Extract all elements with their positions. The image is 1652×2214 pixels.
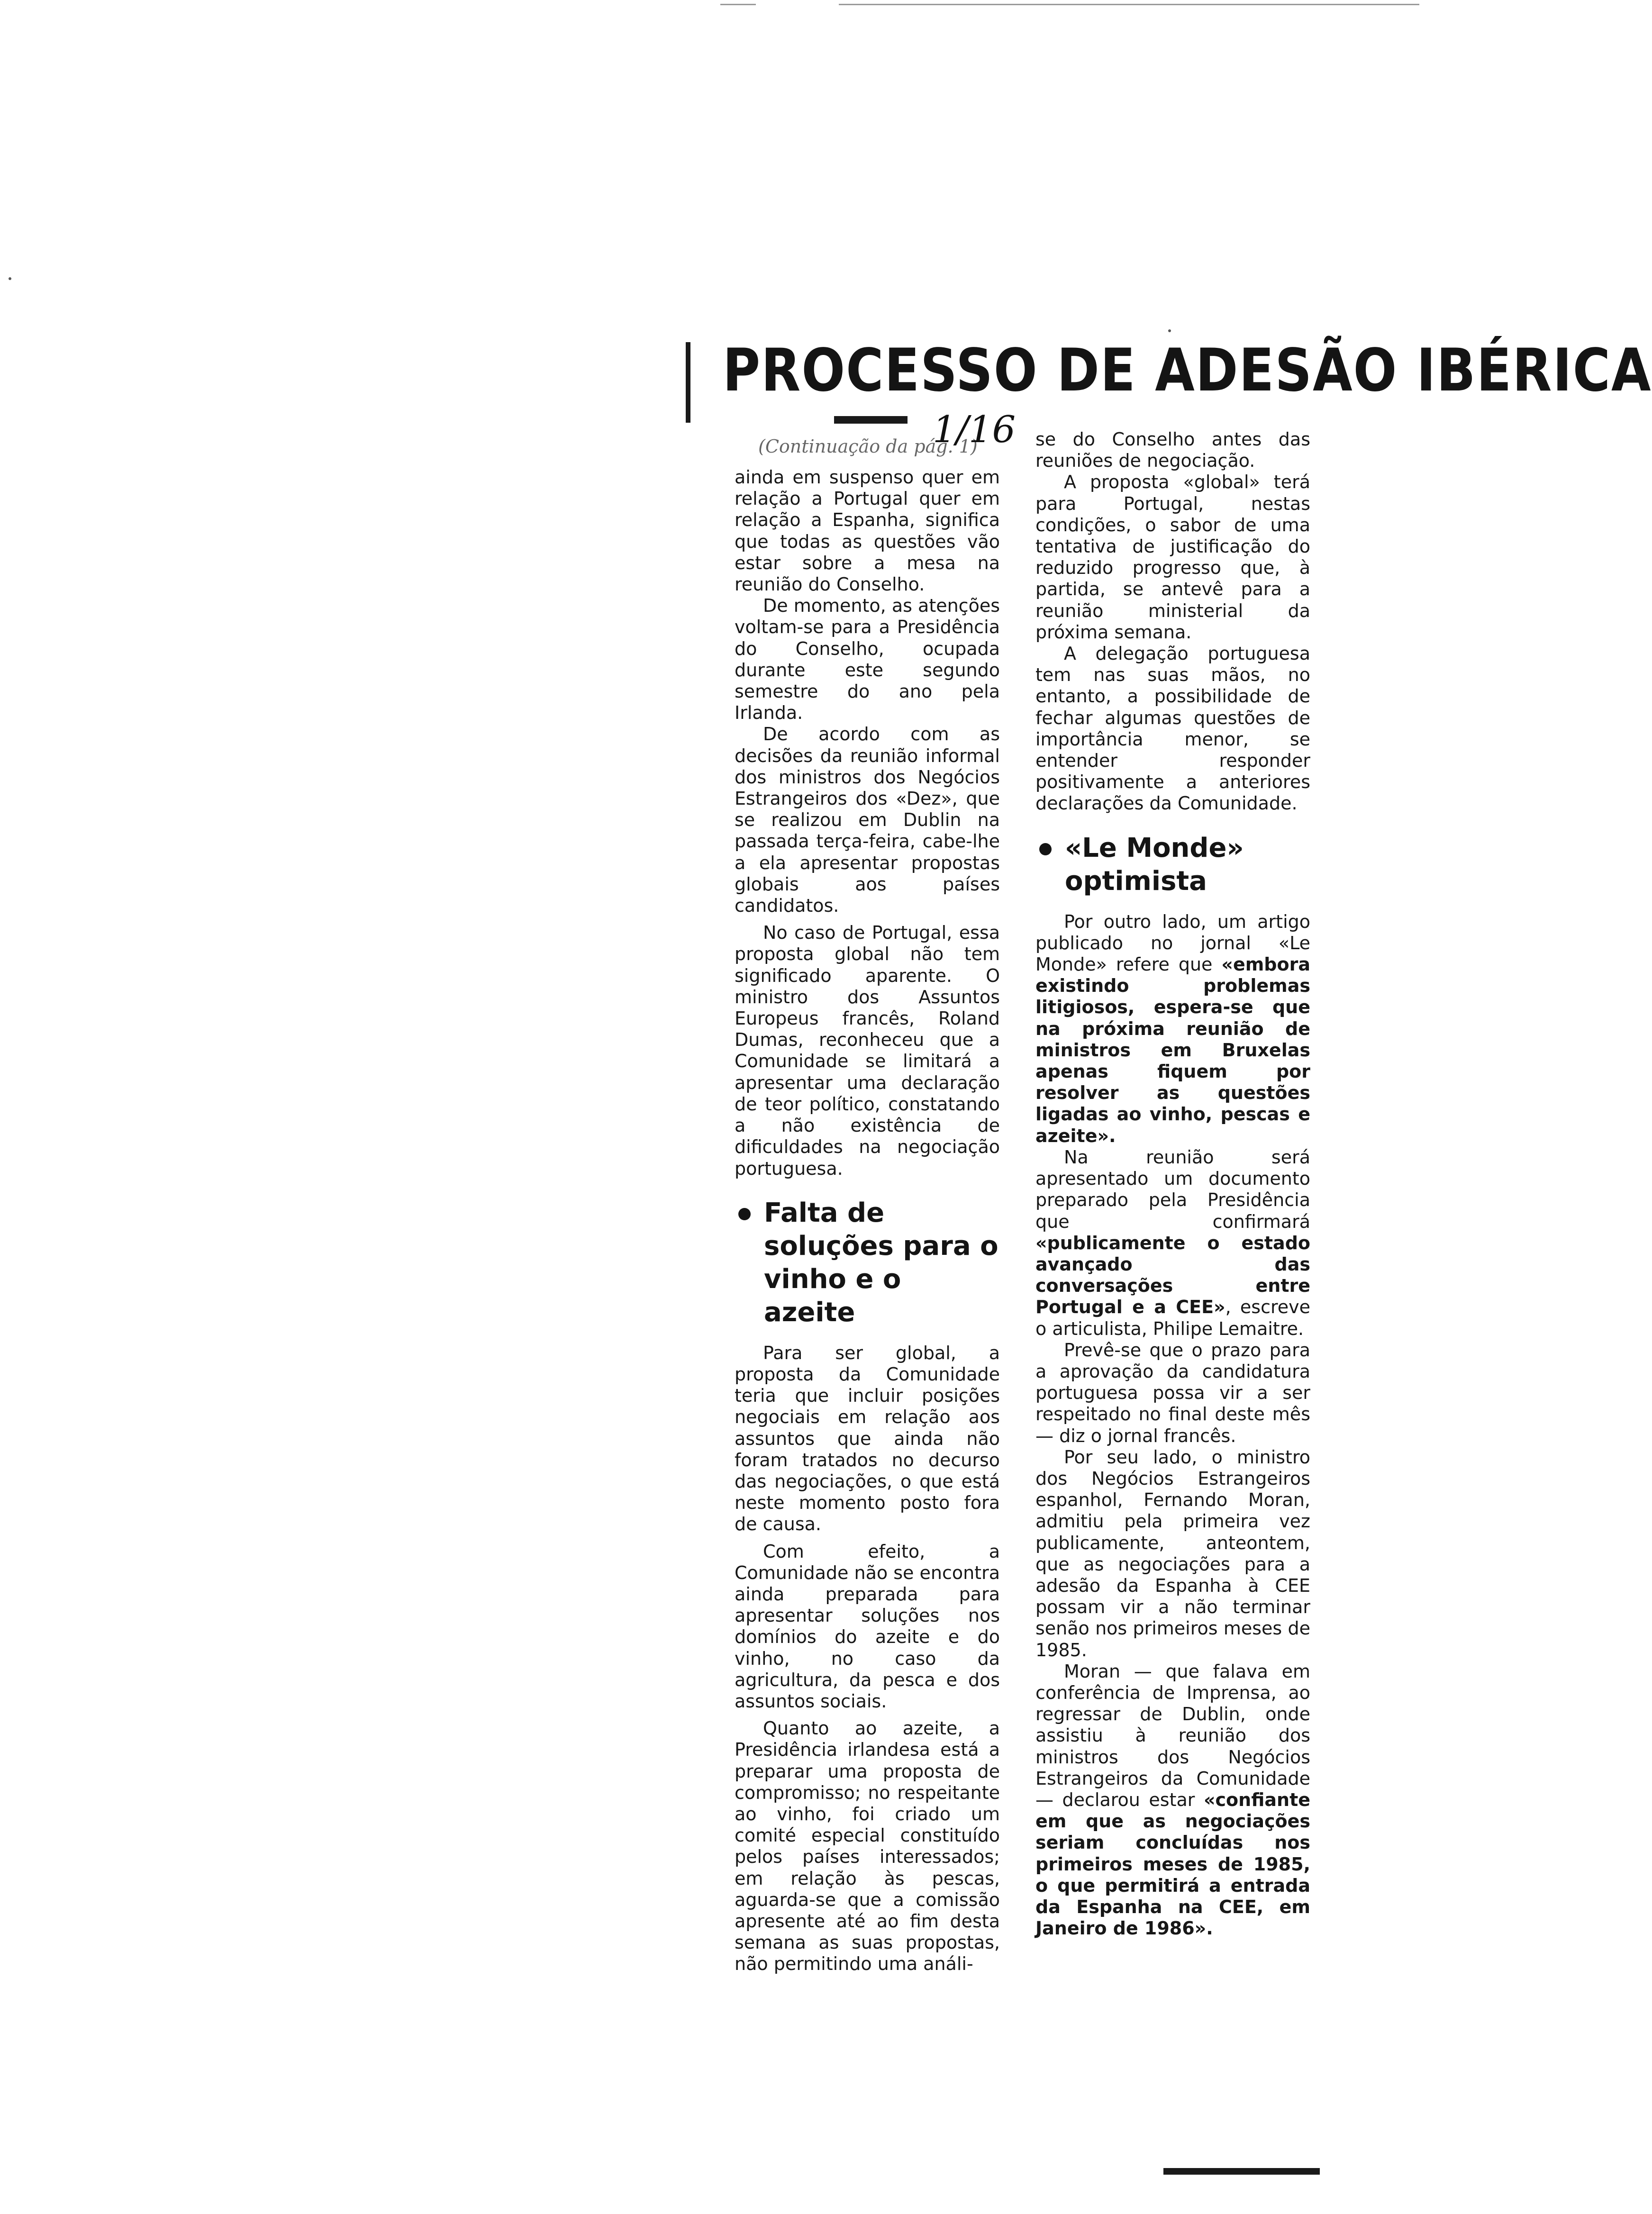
paragraph-reuniao xyxy=(1035,1147,1310,1340)
scan-speck xyxy=(1168,329,1171,332)
article-end-rule xyxy=(1163,2168,1320,2175)
moran-quote: «confiante em que as negociações seriam concluídas nos primeiros meses de 1985, o que permitirá a entrada da Espanha na CEE, em Janeiro de 1986». xyxy=(1035,1789,1310,1939)
lemonde-intro: Por outro lado, um artigo publicado no jornal «Le Monde» refere que xyxy=(1035,911,1310,975)
paragraph: Para ser global, a proposta da Comunidade teria que incluir posições negociais em relação aos assuntos que ainda não foram tratados no decurso das negociações, o que está neste momento posto fora de causa. xyxy=(735,1342,1000,1535)
reuniao-quote: «publicamente o estado avançado das conversações entre Portugal e a CEE» xyxy=(1035,1232,1310,1318)
bullet-icon xyxy=(738,1208,751,1220)
scan-speck xyxy=(9,277,11,280)
paragraph: De momento, as atenções voltam-se para a Presidência do Conselho, ocupada durante este segundo semestre do ano pela Irlanda. xyxy=(735,595,1000,724)
subheading-vinho-azeite xyxy=(735,1197,1000,1329)
margin-bar xyxy=(686,342,690,423)
paragraph-le-monde xyxy=(1035,911,1310,1147)
scan-edge-line-long xyxy=(839,4,1419,5)
paragraph: No caso de Portugal, essa proposta global não tem significado aparente. O ministro dos Assuntos Europeus francês, Roland Dumas, reconheceu que a Comunidade se limitará a apresentar uma declaração de teor político, constatando a não existência de dificuldades na negociação portuguesa. xyxy=(735,922,1000,1179)
subheading-text: «Le Monde» optimista xyxy=(1065,832,1244,897)
paragraph: Por seu lado, o ministro dos Negócios Estrangeiros espanhol, Fernando Moran, admitiu pela primeira vez publicamente, anteontem, que as negociações para a adesão da Espanha à CEE possam vir a não terminar senão nos primeiros meses de 1985. xyxy=(1035,1446,1310,1660)
headline-underline-mark xyxy=(834,416,908,424)
reuniao-tail: , escreve o articulista, Philipe Lemaitre. xyxy=(1035,1297,1310,1339)
lemonde-quote: «embora existindo problemas litigiosos, espera-se que na próxima reunião de ministros em Bruxelas apenas fiquem por resolver as questões ligadas ao vinho, pescas e azeite». xyxy=(1035,954,1310,1146)
bullet-icon xyxy=(1039,843,1052,855)
subheading-text: Falta de soluções para o vinho e o azeite xyxy=(764,1197,998,1328)
continuation-note: (Continuação da pág. 1) xyxy=(758,436,978,457)
paragraph: De acordo com as decisões da reunião informal dos ministros dos Negócios Estrangeiros dos «Dez», que se realizou em Dublin na passada terça-feira, cabe-lhe a ela apresentar propostas globais aos países candidatos. xyxy=(735,724,1000,916)
paragraph: Com efeito, a Comunidade não se encontra ainda preparada para apresentar soluções nos domínios do azeite e do vinho, no caso da agricultura, da pesca e dos assuntos sociais. xyxy=(735,1541,1000,1712)
paragraph: Quanto ao azeite, a Presidência irlandesa está a preparar uma proposta de compromisso; no respeitante ao vinho, foi criado um comité especial constituído pelos países interessados; em relação às pescas, aguarda-se que a comissão apresente até ao fim desta semana as suas propostas, não permitindo uma análi- xyxy=(735,1718,1000,1975)
scan-edge-line-short xyxy=(720,4,756,5)
moran-intro: Moran — que falava em conferência de Imprensa, ao regressar de Dublin, onde assistiu à reunião dos ministros dos Negócios Estrangeiros da Comunidade — declarou estar xyxy=(1035,1660,1310,1810)
paragraph: A proposta «global» terá para Portugal, nestas condições, o sabor de uma tentativa de justificação do reduzido progresso que, à partida, se antevê para a reunião ministerial da próxima semana. xyxy=(1035,472,1310,643)
reuniao-intro: Na reunião será apresentado um documento preparado pela Presidência que confirmará xyxy=(1035,1146,1310,1232)
paragraph: ainda em suspenso quer em relação a Portugal quer em relação a Espanha, significa que todas as questões vão estar sobre a mesa na reunião do Conselho. xyxy=(735,467,1000,595)
paragraph: se do Conselho antes das reuniões de negociação. xyxy=(1035,429,1310,472)
article-column-left xyxy=(735,467,1000,1975)
subheading-le-monde xyxy=(1035,832,1310,898)
headline: PROCESSO DE ADESÃO IBÉRICA xyxy=(723,336,1652,405)
paragraph: A delegação portuguesa tem nas suas mãos, no entanto, a possibilidade de fechar algumas questões de importância menor, se entender responder positivamente a anteriores declarações da Comunidade. xyxy=(1035,643,1310,814)
paragraph-moran xyxy=(1035,1661,1310,1940)
handwritten-annotation: 1/16 xyxy=(933,408,1016,451)
paragraph: Prevê-se que o prazo para a aprovação da candidatura portuguesa possa vir a ser respeitado no final deste mês — diz o jornal francês. xyxy=(1035,1339,1310,1446)
article-column-right xyxy=(1035,429,1310,1939)
